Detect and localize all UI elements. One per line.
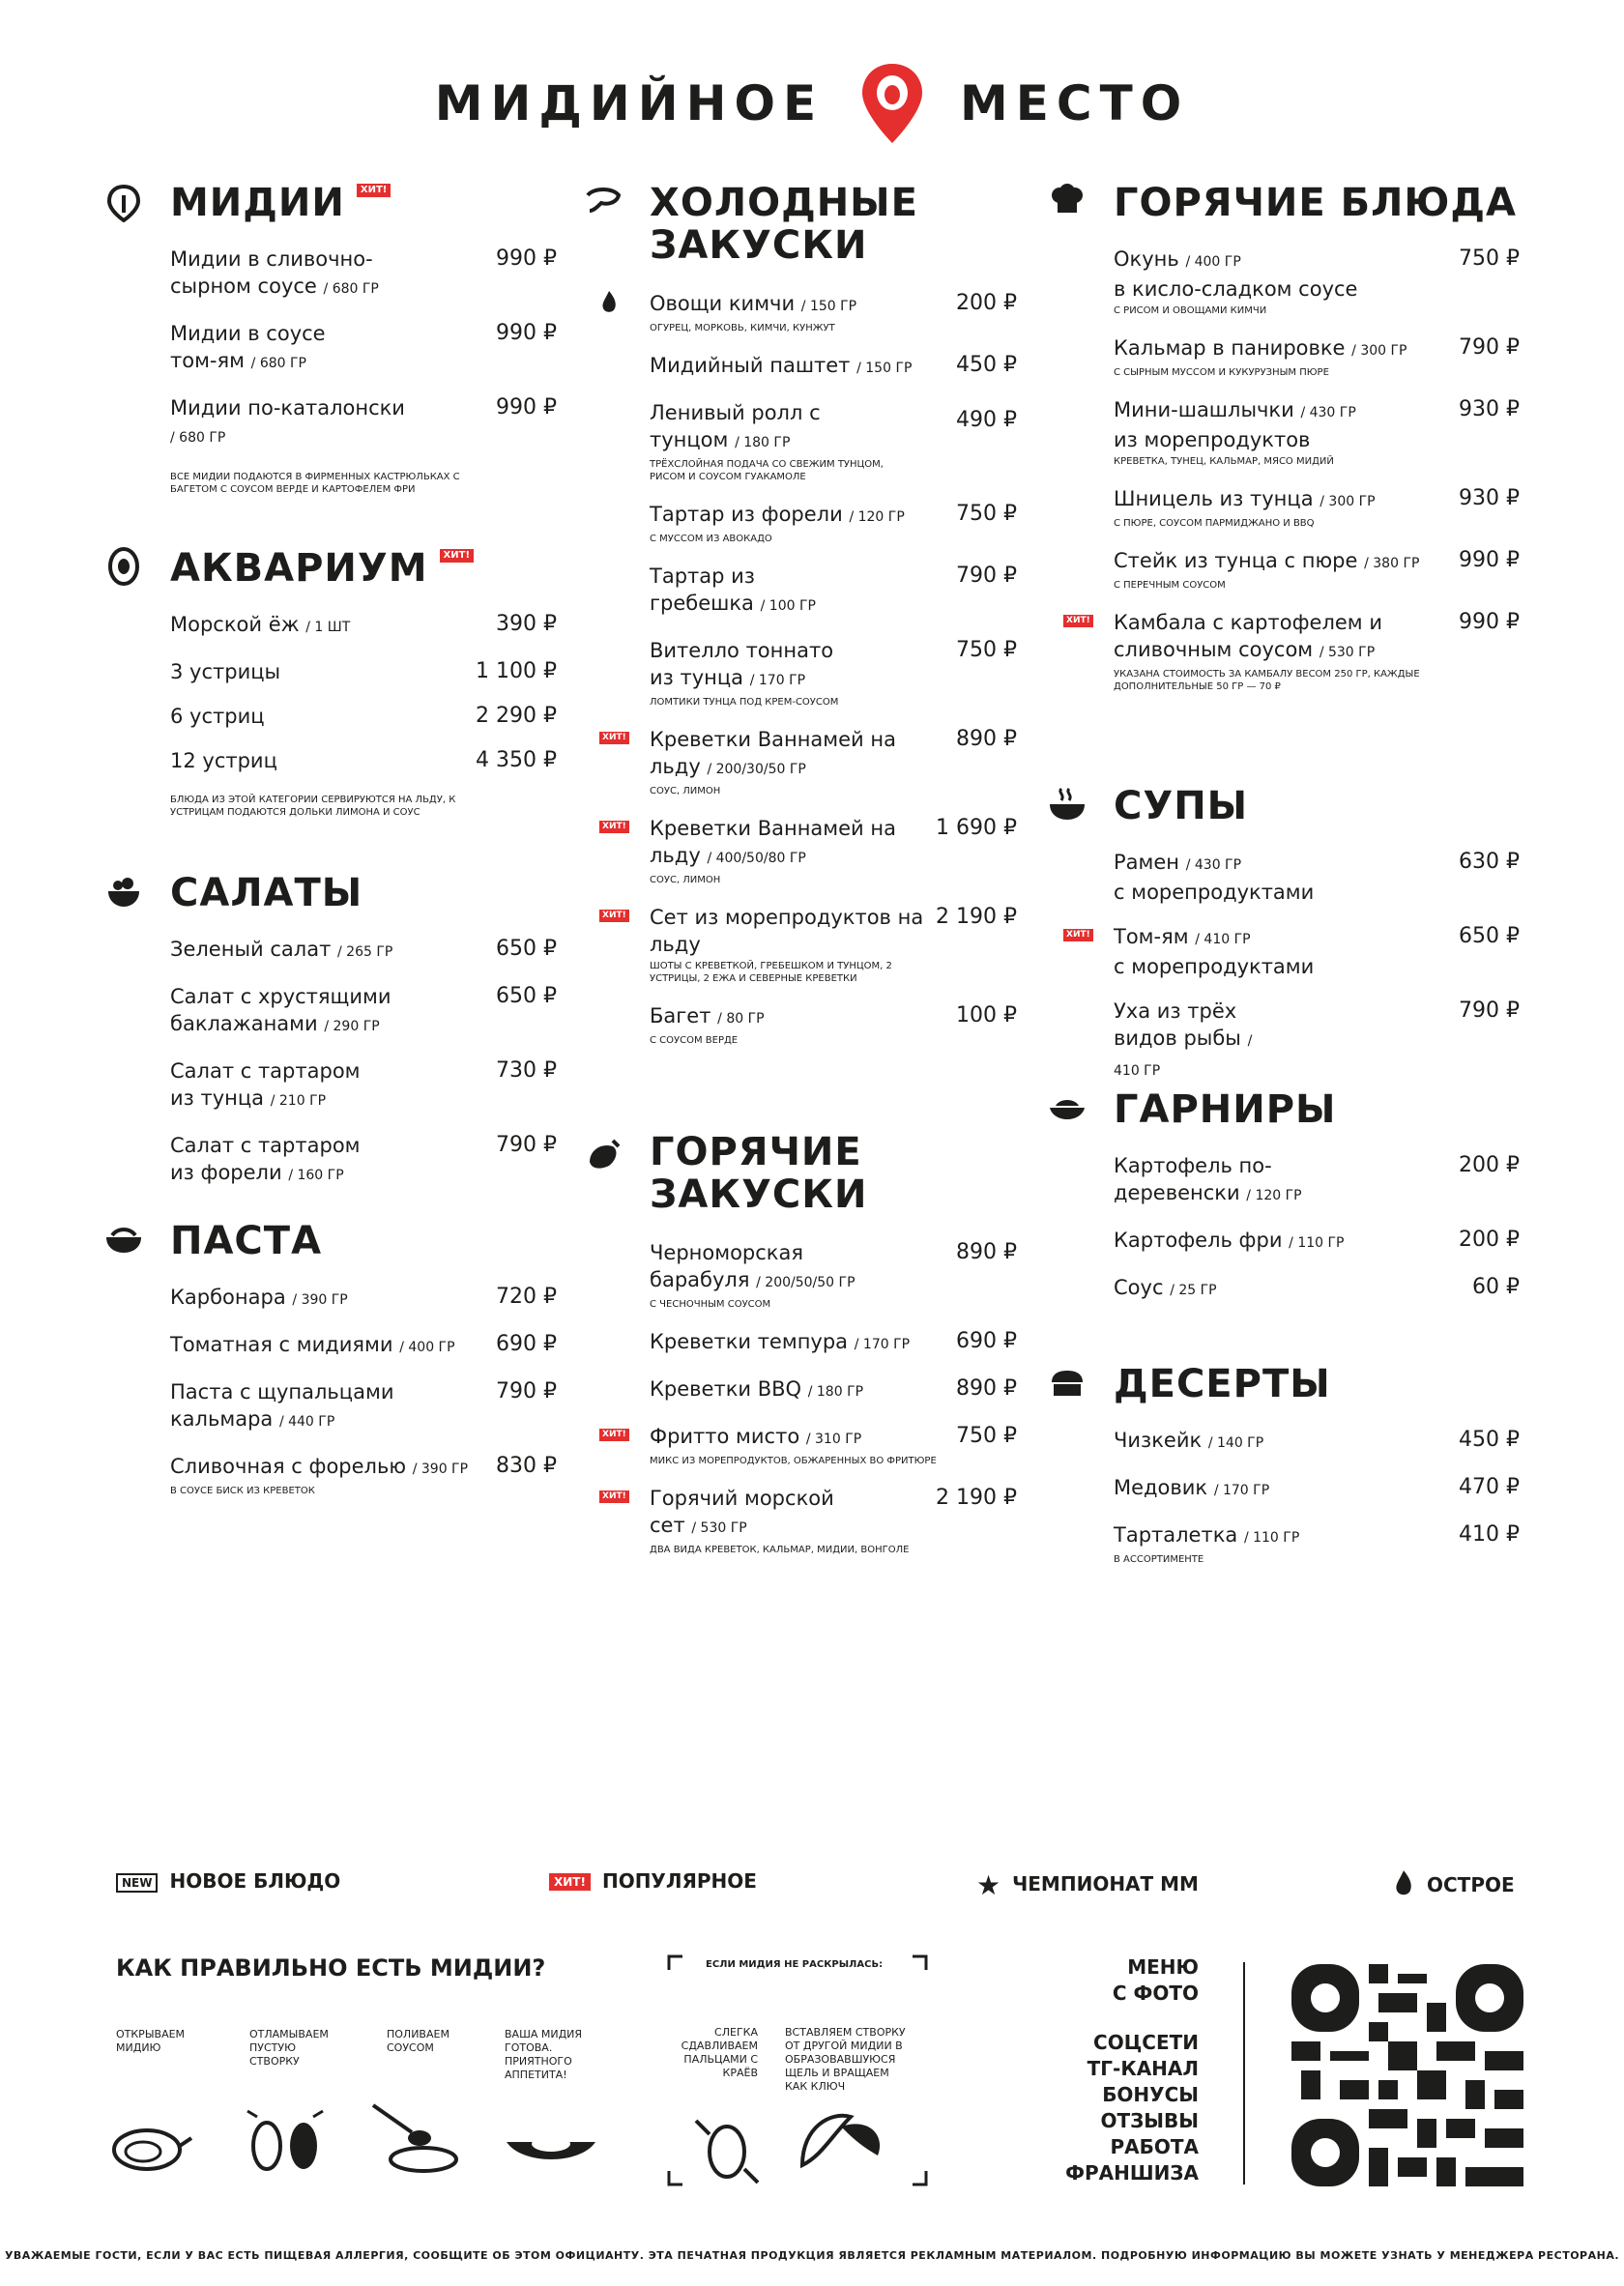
item-desc: СОУС, ЛИМОН [650, 786, 721, 796]
item-name: Камбала с картофелем и сливочным соусом / 530 ГР [1114, 611, 1382, 661]
location-pin-icon [858, 60, 926, 147]
menu-item [650, 1328, 1017, 1358]
chili-icon [1392, 1869, 1415, 1903]
legend-champion-label: ЧЕМПИОНАТ ММ [1012, 1872, 1199, 1895]
star-icon: ★ [976, 1869, 1001, 1901]
item-name: Окунь / 400 ГР в кисло-сладком соусе [1114, 247, 1358, 301]
item-name: Салат с тартаром из тунца / 210 ГР [170, 1059, 361, 1110]
item-price: 690 ₽ [956, 1329, 1017, 1353]
item-desc: В СОУСЕ БИСК ИЗ КРЕВЕТОК [170, 1486, 315, 1496]
twist-illustration [793, 2098, 889, 2185]
item-name: Сет из морепродуктов на льду [650, 906, 924, 956]
menu-item [650, 501, 1017, 545]
hit-badge: ХИТ! [357, 184, 391, 197]
menu-item [650, 1239, 1017, 1311]
how-to-title: КАК ПРАВИЛЬНО ЕСТЬ МИДИИ? [116, 1954, 546, 1982]
menu-item [170, 1453, 557, 1497]
menu-item [650, 399, 1017, 483]
menu-item [1114, 547, 1520, 592]
item-name: Томатная с мидиями / 400 ГР [170, 1333, 455, 1356]
item-name: Тартар из гребешка / 100 ГР [650, 564, 816, 615]
section-aquarium [170, 547, 557, 819]
item-name: Горячий морской сет / 530 ГР [650, 1487, 834, 1537]
salad-bowl-icon [104, 872, 143, 911]
menu-item [602, 904, 1017, 985]
squeeze-illustration [688, 2107, 766, 2194]
menu-item [1114, 1227, 1520, 1257]
menu-item [170, 1132, 557, 1189]
item-price: 4 350 ₽ [476, 748, 557, 772]
item-desc: СОУС, ЛИМОН [650, 875, 721, 885]
item-name: Салат с хрустящими баклажанами / 290 ГР [170, 985, 392, 1035]
menu-item [1114, 246, 1520, 317]
item-price: 930 ₽ [1459, 397, 1520, 421]
item-price: 490 ₽ [956, 408, 1017, 432]
menu-item [650, 352, 1017, 382]
link-bonuses[interactable]: БОНУСЫ [1102, 2083, 1199, 2106]
item-price: 410 ₽ [1459, 1522, 1520, 1547]
fried-shrimp-icon [584, 1137, 623, 1175]
mussel-open-illustration [108, 2117, 195, 2175]
item-price: 890 ₽ [956, 727, 1017, 751]
item-name: Мидии по-каталонски / 680 ГР [170, 396, 405, 446]
menu-item [1114, 334, 1520, 379]
menu-item [170, 394, 557, 451]
menu-item [1114, 1152, 1520, 1209]
item-desc: С СОУСОМ ВЕРДЕ [650, 1035, 739, 1046]
item-price: 790 ₽ [956, 564, 1017, 588]
menu-item [170, 246, 557, 303]
item-desc: ДВА ВИДА КРЕВЕТОК, КАЛЬМАР, МИДИИ, ВОНГОЛЕ [650, 1545, 910, 1555]
menu-item [650, 563, 1017, 620]
menu-item [170, 1057, 557, 1114]
item-name: Мини-шашлычки / 430 ГР из морепродуктов [1114, 398, 1356, 451]
hit-badge: ХИТ! [1063, 929, 1093, 941]
section-title: СУПЫ [1114, 784, 1249, 828]
legend-champion [976, 1869, 1199, 1901]
item-price: 750 ₽ [956, 638, 1017, 662]
how-step: ВАША МИДИЯ ГОТОВА. ПРИЯТНОГО АППЕТИТА! [505, 2028, 583, 2081]
item-name: Вителло тоннато из тунца / 170 ГР [650, 639, 834, 689]
links-block [1005, 1954, 1199, 2186]
item-name: Шницель из тунца / 300 ГР [1114, 487, 1376, 510]
legend-new-label: НОВОЕ БЛЮДО [169, 1869, 341, 1893]
item-desc: КРЕВЕТКА, ТУНЕЦ, КАЛЬМАР, МЯСО МИДИЙ [1114, 456, 1334, 467]
menu-item [602, 1423, 1017, 1467]
item-price: 200 ₽ [1459, 1228, 1520, 1252]
hit-badge: ХИТ! [549, 1873, 591, 1891]
item-price: 750 ₽ [1459, 246, 1520, 271]
section-mussels [170, 182, 557, 496]
hit-badge: ХИТ! [1063, 615, 1093, 627]
section-soups [1066, 784, 1520, 1085]
item-price: 650 ₽ [1459, 924, 1520, 948]
menu-item [1114, 1427, 1520, 1457]
brand-right: МЕСТО [959, 75, 1190, 131]
legend-spicy-label: ОСТРОЕ [1427, 1873, 1515, 1896]
item-price: 830 ₽ [496, 1454, 557, 1478]
pasta-bowl-icon [104, 1220, 143, 1259]
section-title: АКВАРИУМ [170, 546, 428, 591]
item-price: 1 690 ₽ [936, 816, 1017, 840]
item-price: 650 ₽ [496, 937, 557, 961]
section-garnish [1114, 1088, 1520, 1304]
item-desc: ТРЁХСЛОЙНАЯ ПОДАЧА СО СВЕЖИМ ТУНЦОМ, РИСОМ И СОУСОМ ГУАКАМОЛЕ [650, 459, 884, 482]
item-name: Карбонара / 390 ГР [170, 1286, 348, 1309]
item-name: Соус / 25 ГР [1114, 1276, 1217, 1299]
menu-item [602, 1485, 1017, 1556]
menu-item [170, 1378, 557, 1435]
item-name: Фритто мисто / 310 ГР [650, 1425, 862, 1448]
item-name: Овощи кимчи / 150 ГР [650, 292, 857, 315]
new-badge: NEW [116, 1873, 158, 1893]
divider [1243, 1962, 1245, 2185]
section-title: ЗАКУСКИ [650, 1172, 868, 1217]
menu-item [170, 1284, 557, 1314]
section-hot-snacks [602, 1130, 1017, 1556]
menu-item [650, 290, 1017, 334]
item-name: Паста с щупальцами кальмара / 440 ГР [170, 1380, 394, 1431]
item-desc: ШОТЫ С КРЕВЕТКОЙ, ГРЕБЕШКОМ И ТУНЦОМ, 2 УСТРИЦЫ, 2 ЕЖА И СЕВЕРНЫЕ КРЕВЕТКИ [650, 961, 892, 984]
hit-badge: ХИТ! [599, 1490, 629, 1503]
oyster-icon [104, 547, 143, 586]
item-price: 990 ₽ [496, 321, 557, 345]
menu-item [170, 747, 557, 774]
item-name: Тарталетка / 110 ГР [1114, 1523, 1300, 1547]
item-price: 890 ₽ [956, 1240, 1017, 1264]
item-price: 990 ₽ [1459, 610, 1520, 634]
item-price: 990 ₽ [496, 246, 557, 271]
section-note: ВСЕ МИДИИ ПОДАЮТСЯ В ФИРМЕННЫХ КАСТРЮЛЬКАХ С БАГЕТОМ С СОУСОМ ВЕРДЕ И КАРТОФЕЛЕМ ФРИ [170, 472, 460, 495]
item-name: Салат с тартаром из форели / 160 ГР [170, 1134, 361, 1184]
item-desc: С СЫРНЫМ МУССОМ И КУКУРУЗНЫМ ПЮРЕ [1114, 367, 1329, 378]
menu-item [1114, 998, 1520, 1085]
chef-hat-icon [1048, 182, 1087, 220]
legend-spicy [1392, 1869, 1515, 1903]
menu-item [170, 983, 557, 1040]
item-name: Креветки Ваннамей на льду / 400/50/80 ГР [650, 817, 896, 867]
legend-new [116, 1869, 340, 1893]
soup-bowl-icon [1048, 785, 1087, 824]
brand-logo [0, 60, 1624, 147]
menu-item [1114, 396, 1520, 468]
item-price: 450 ₽ [956, 353, 1017, 377]
item-price: 60 ₽ [1472, 1275, 1520, 1299]
section-title: ЗАКУСКИ [650, 223, 868, 268]
hit-badge: ХИТ! [599, 821, 629, 833]
item-price: 200 ₽ [1459, 1153, 1520, 1177]
item-name: Картофель по-деревенски / 120 ГР [1114, 1154, 1302, 1204]
mussel-break-illustration [238, 2107, 334, 2175]
item-price: 690 ₽ [496, 1332, 557, 1356]
hit-badge: ХИТ! [599, 910, 629, 922]
item-name: Чизкейк / 140 ГР [1114, 1429, 1264, 1452]
how-step: ОТЛАМЫВАЕМ ПУСТУЮ СТВОРКУ [249, 2028, 329, 2068]
item-name: Сливочная с форелью / 390 ГР [170, 1455, 469, 1478]
menu-item [1066, 609, 1520, 693]
item-price: 790 ₽ [1459, 998, 1520, 1023]
menu-item [1114, 849, 1520, 906]
menu-item [1114, 485, 1520, 530]
item-price: 650 ₽ [496, 984, 557, 1008]
link-tg-channel[interactable]: ТГ-КАНАЛ [1087, 2057, 1199, 2080]
mussel-icon [104, 184, 143, 222]
section-title: ДЕСЕРТЫ [1114, 1362, 1331, 1406]
item-price: 450 ₽ [1459, 1428, 1520, 1452]
section-salads [170, 872, 557, 1189]
item-name: Зеленый салат / 265 ГР [170, 938, 393, 961]
menu-item [1114, 1474, 1520, 1504]
link-socials[interactable]: СОЦСЕТИ [1093, 2031, 1199, 2054]
item-price: 630 ₽ [1459, 850, 1520, 874]
closed-step: СЛЕГКА СДАВЛИВАЕМ ПАЛЬЦАМИ С КРАЁВ [681, 2026, 758, 2079]
item-price: 200 ₽ [956, 291, 1017, 315]
item-desc: С ЧЕСНОЧНЫМ СОУСОМ [650, 1299, 771, 1310]
item-price: 990 ₽ [496, 395, 557, 420]
item-name: Картофель фри / 110 ГР [1114, 1229, 1345, 1252]
item-price: 2 190 ₽ [936, 1486, 1017, 1510]
section-title: ХОЛОДНЫЕ [650, 181, 918, 225]
item-desc: В АССОРТИМЕНТЕ [1114, 1554, 1204, 1565]
legend-popular-label: ПОПУЛЯРНОЕ [601, 1869, 757, 1893]
menu-item [1114, 1274, 1520, 1304]
item-price: 790 ₽ [496, 1379, 557, 1403]
item-name: Креветки Ваннамей на льду / 200/30/50 ГР [650, 728, 896, 778]
menu-item [602, 815, 1017, 886]
menu-item [650, 1002, 1017, 1047]
qr-code[interactable] [1291, 1964, 1523, 2186]
item-desc: С РИСОМ И ОВОЩАМИ КИМЧИ [1114, 305, 1267, 316]
hit-badge: ХИТ! [599, 732, 629, 744]
item-name: Черноморская барабуля / 200/50/50 ГР [650, 1241, 856, 1291]
cake-icon [1048, 1363, 1087, 1402]
item-price: 470 ₽ [1459, 1475, 1520, 1499]
closed-step: ВСТАВЛЯЕМ СТВОРКУ ОТ ДРУГОЙ МИДИИ В ОБРАЗОВАВШУЮСЯ ЩЕЛЬ И ВРАЩАЕМ КАК КЛЮЧ [785, 2026, 906, 2093]
shrimp-icon [584, 182, 623, 220]
section-cold-snacks [602, 181, 1017, 1047]
item-price: 2 190 ₽ [936, 905, 1017, 929]
item-price: 790 ₽ [1459, 335, 1520, 360]
link-franchise[interactable]: ФРАНШИЗА [1065, 2161, 1199, 2185]
menu-item [650, 637, 1017, 709]
section-title: ГАРНИРЫ [1114, 1087, 1337, 1132]
item-price: 990 ₽ [1459, 548, 1520, 572]
item-name: Тартар из форели / 120 ГР [650, 503, 905, 526]
item-desc: УКАЗАНА СТОИМОСТЬ ЗА КАМБАЛУ ВЕСОМ 250 ГР, КАЖДЫЕ ДОПОЛНИТЕЛЬНЫЕ 50 ГР — 70 ₽ [1114, 669, 1420, 692]
menu-item [170, 1331, 557, 1361]
menu-item [1114, 1521, 1520, 1566]
section-pasta [170, 1220, 557, 1497]
item-price: 2 290 ₽ [476, 704, 557, 728]
photo-menu-line1[interactable]: МЕНЮ [1127, 1955, 1199, 1979]
brand-left: МИДИЙНОЕ [434, 75, 825, 131]
garnish-plate-icon [1048, 1088, 1087, 1127]
item-desc: МИКС ИЗ МОРЕПРОДУКТОВ, ОБЖАРЕННЫХ ВО ФРИТЮРЕ [650, 1456, 937, 1466]
item-name: 6 устриц [170, 705, 265, 728]
section-title: САЛАТЫ [170, 871, 363, 915]
menu-item [170, 658, 557, 685]
item-price: 1 100 ₽ [476, 659, 557, 683]
section-title: МИДИИ [170, 181, 345, 225]
chili-icon [599, 290, 619, 319]
item-price: 390 ₽ [496, 612, 557, 636]
menu-item [170, 611, 557, 641]
section-title: ПАСТА [170, 1219, 323, 1263]
item-name: Морской ёж / 1 ШТ [170, 613, 351, 636]
item-desc: ОГУРЕЦ, МОРКОВЬ, КИМЧИ, КУНЖУТ [650, 323, 835, 333]
section-title: ГОРЯЧИЕ [650, 1130, 862, 1174]
hit-badge: ХИТ! [599, 1429, 629, 1441]
item-name: 3 устрицы [170, 660, 281, 683]
footer-disclaimer: УВАЖАЕМЫЕ ГОСТИ, ЕСЛИ У ВАС ЕСТЬ ПИЩЕВАЯ АЛЛЕРГИЯ, СООБЩИТЕ ОБ ЭТОМ ОФИЦИАНТУ. ЭТА ПЕЧАТНАЯ ПРОДУКЦИЯ ЯВЛЯЕТСЯ РЕКЛАМНЫМ МАТЕРИАЛОМ. ПОДРОБНУЮ ИНФОРМАЦИЮ ВЫ МОЖЕТЕ УЗНАТЬ У МЕНЕДЖЕРА РЕСТОРАНА. [4, 2249, 1620, 2262]
item-price: 720 ₽ [496, 1285, 557, 1309]
menu-item [650, 1375, 1017, 1405]
item-name: 12 устриц [170, 749, 277, 772]
item-price: 100 ₽ [956, 1003, 1017, 1027]
item-name: Кальмар в панировке / 300 ГР [1114, 336, 1407, 360]
menu-item [170, 936, 557, 966]
mussel-ready-illustration [503, 2123, 599, 2171]
item-name: Мидийный паштет / 150 ГР [650, 354, 913, 377]
section-title: ГОРЯЧИЕ БЛЮДА [1114, 181, 1517, 225]
menu-item [170, 320, 557, 377]
item-name: Креветки темпура / 170 ГР [650, 1330, 911, 1353]
item-price: 890 ₽ [956, 1376, 1017, 1401]
hit-badge: ХИТ! [440, 549, 474, 563]
legend-popular [549, 1869, 757, 1893]
item-name: Багет / 80 ГР [650, 1004, 765, 1027]
section-desserts [1114, 1363, 1520, 1566]
menu-item [602, 726, 1017, 797]
menu-item [1066, 923, 1520, 980]
item-name: Мидии в сливочно-сырном соусе / 680 ГР [170, 247, 379, 298]
section-hot-dishes [1066, 181, 1520, 693]
item-name: Медовик / 170 ГР [1114, 1476, 1270, 1499]
item-desc: С ПЮРЕ, СОУСОМ ПАРМИДЖАНО И BBQ [1114, 518, 1315, 529]
item-desc: С МУССОМ ИЗ АВОКАДО [650, 534, 772, 544]
section-note: БЛЮДА ИЗ ЭТОЙ КАТЕГОРИИ СЕРВИРУЮТСЯ НА ЛЬДУ, К УСТРИЦАМ ПОДАЮТСЯ ДОЛЬКИ ЛИМОНА И СОУС [170, 795, 456, 818]
link-reviews[interactable]: ОТЗЫВЫ [1100, 2109, 1199, 2132]
item-name: Уха из трёх видов рыбы / 410 ГР [1114, 999, 1253, 1079]
item-name: Том-ям / 410 ГР с морепродуктами [1114, 925, 1315, 978]
menu-item [170, 703, 557, 730]
item-name: Креветки BBQ / 180 ГР [650, 1377, 864, 1401]
sauce-spoon-illustration [367, 2099, 464, 2177]
item-name: Стейк из тунца с пюре / 380 ГР [1114, 549, 1420, 572]
item-desc: ЛОМТИКИ ТУНЦА ПОД КРЕМ-СОУСОМ [650, 697, 839, 708]
item-price: 750 ₽ [956, 1424, 1017, 1448]
closed-title: ЕСЛИ МИДИЯ НЕ РАСКРЫЛАСЬ: [706, 1959, 884, 1970]
item-price: 930 ₽ [1459, 486, 1520, 510]
item-name: Рамен / 430 ГР с морепродуктами [1114, 851, 1315, 904]
item-price: 730 ₽ [496, 1058, 557, 1083]
how-step: ПОЛИВАЕМ СОУСОМ [387, 2028, 450, 2054]
item-desc: С ПЕРЕЧНЫМ СОУСОМ [1114, 580, 1226, 591]
item-price: 750 ₽ [956, 502, 1017, 526]
photo-menu-line2[interactable]: С ФОТО [1112, 1982, 1199, 2005]
how-step: ОТКРЫВАЕМ МИДИЮ [116, 2028, 186, 2054]
link-jobs[interactable]: РАБОТА [1110, 2135, 1199, 2158]
item-price: 790 ₽ [496, 1133, 557, 1157]
item-name: Ленивый ролл с тунцом / 180 ГР [650, 401, 821, 451]
item-name: Мидии в соусе том-ям / 680 ГР [170, 322, 326, 372]
